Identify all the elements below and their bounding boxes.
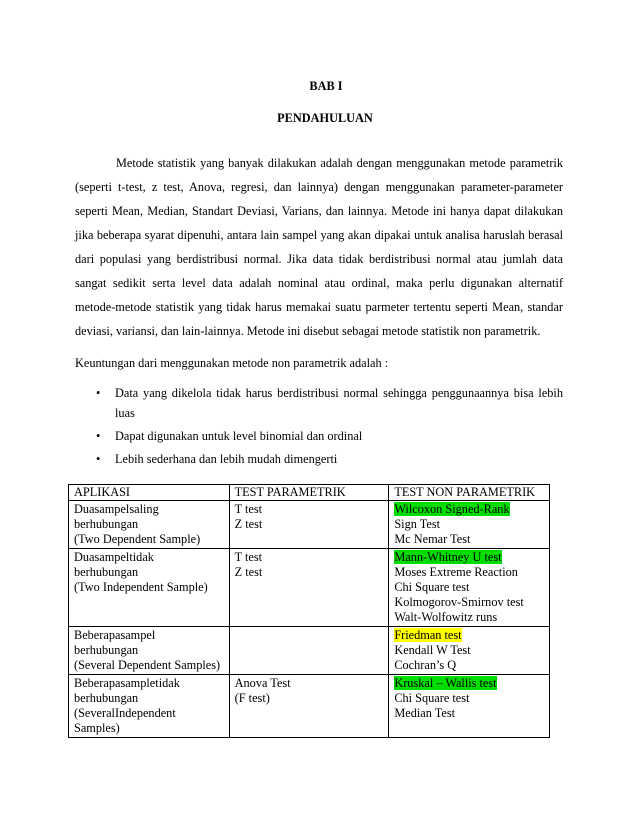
cell-non-parametrik — [389, 549, 550, 627]
cell-line: T test — [234, 550, 263, 564]
bullet-icon: • — [96, 429, 101, 443]
cell-line: Duasampeltidak — [74, 550, 154, 564]
cell-line: (Two Independent Sample) — [74, 580, 208, 594]
table-row — [69, 549, 550, 627]
list-item-text: Lebih sederhana dan lebih mudah dimengerti — [115, 452, 338, 466]
column-header-aplikasi: APLIKASI — [69, 485, 230, 501]
list-item — [75, 449, 563, 469]
cell-line: Kendall W Test — [394, 643, 471, 657]
cell-line: Z test — [234, 565, 263, 579]
list-item — [75, 426, 563, 446]
cell-non-parametrik — [389, 675, 550, 738]
cell-line: Beberapasampletidak — [74, 676, 180, 690]
advantages-intro: Keuntungan dari menggunakan metode non parametrik adalah : — [75, 356, 389, 370]
cell-parametrik — [229, 549, 389, 627]
highlighted-test: Wilcoxon Signed-Rank — [394, 502, 510, 516]
highlighted-test: Friedman test — [394, 628, 462, 642]
list-item — [75, 383, 563, 423]
cell-non-parametrik — [389, 627, 550, 675]
cell-line: Median Test — [394, 706, 456, 720]
table-row — [69, 675, 550, 738]
highlighted-test: Kruskal – Wallis test — [394, 676, 497, 690]
cell-parametrik — [229, 501, 389, 549]
cell-line: Mc Nemar Test — [394, 532, 471, 546]
table-row — [69, 501, 550, 549]
cell-aplikasi — [69, 501, 230, 549]
column-header-non-parametrik: TEST NON PARAMETRIK — [389, 485, 550, 501]
cell-line: (Two Dependent Sample) — [74, 532, 201, 546]
cell-line: berhubungan — [74, 643, 139, 657]
cell-line: Duasampelsaling — [74, 502, 159, 516]
cell-line: berhubungan — [74, 565, 139, 579]
cell-line: Samples) — [74, 721, 120, 735]
cell-aplikasi — [69, 675, 230, 738]
bullet-icon: • — [96, 386, 101, 400]
cell-line: Cochran’s Q — [394, 658, 457, 672]
list-item-text: Dapat digunakan untuk level binomial dan ordinal — [115, 429, 363, 443]
cell-line: Beberapasampel — [74, 628, 156, 642]
list-item-text: Data yang dikelola tidak harus berdistribusi normal sehingga penggunaannya bisa lebih luas — [115, 386, 563, 420]
bullet-icon: • — [96, 452, 101, 466]
chapter-title: PENDAHULUAN — [277, 111, 373, 125]
intro-paragraph: Metode statistik yang banyak dilakukan adalah dengan menggunakan metode parametrik (seperti t-test, z test, Anova, regresi, dan lainnya) dengan menggunakan parameter-parameter seperti Mean, Median, Standart Deviasi, Varians, dan lainnya. Metode ini hanya dapat dilakukan jika beberapa syarat dipenuhi, antara lain sampel yang akan dipakai untuk analisa haruslah berasal dari populasi yang berdistribusi normal. Jika data tidak berdistribusi normal atau jumlah data sangat sedikit serta level data adalah nominal atau ordinal, maka perlu digunakan alternatif metode-metode statistik yang tidak harus memakai suatu parmeter tertentu seperti Mean, standar deviasi, variansi, dan lain-lainnya. Metode ini disebut sebagai metode statistik non parametrik. — [75, 156, 563, 338]
cell-line: Moses Extreme Reaction — [394, 565, 518, 579]
table-row — [69, 627, 550, 675]
cell-parametrik — [229, 675, 389, 738]
column-header-parametrik: TEST PARAMETRIK — [229, 485, 389, 501]
cell-line: Kolmogorov-Smirnov test — [394, 595, 524, 609]
cell-line: (Several Dependent Samples) — [74, 658, 221, 672]
advantages-list — [75, 383, 563, 472]
cell-parametrik — [229, 627, 389, 675]
cell-aplikasi — [69, 549, 230, 627]
methods-table — [68, 484, 550, 738]
cell-line: berhubungan — [74, 691, 139, 705]
cell-line: (F test) — [234, 691, 270, 705]
cell-line: (SeveralIndependent — [74, 706, 176, 720]
cell-line: Sign Test — [394, 517, 441, 531]
cell-line: T test — [234, 502, 263, 516]
cell-line: berhubungan — [74, 517, 139, 531]
table-header-row — [69, 485, 550, 501]
cell-line: Anova Test — [234, 676, 291, 690]
cell-line: Z test — [234, 517, 263, 531]
cell-aplikasi — [69, 627, 230, 675]
highlighted-test: Mann-Whitney U test — [394, 550, 502, 564]
cell-non-parametrik — [389, 501, 550, 549]
chapter-number: BAB I — [309, 79, 343, 93]
cell-line: Walt-Wolfowitz runs — [394, 610, 498, 624]
cell-line: Chi Square test — [394, 580, 470, 594]
cell-line: Chi Square test — [394, 691, 470, 705]
